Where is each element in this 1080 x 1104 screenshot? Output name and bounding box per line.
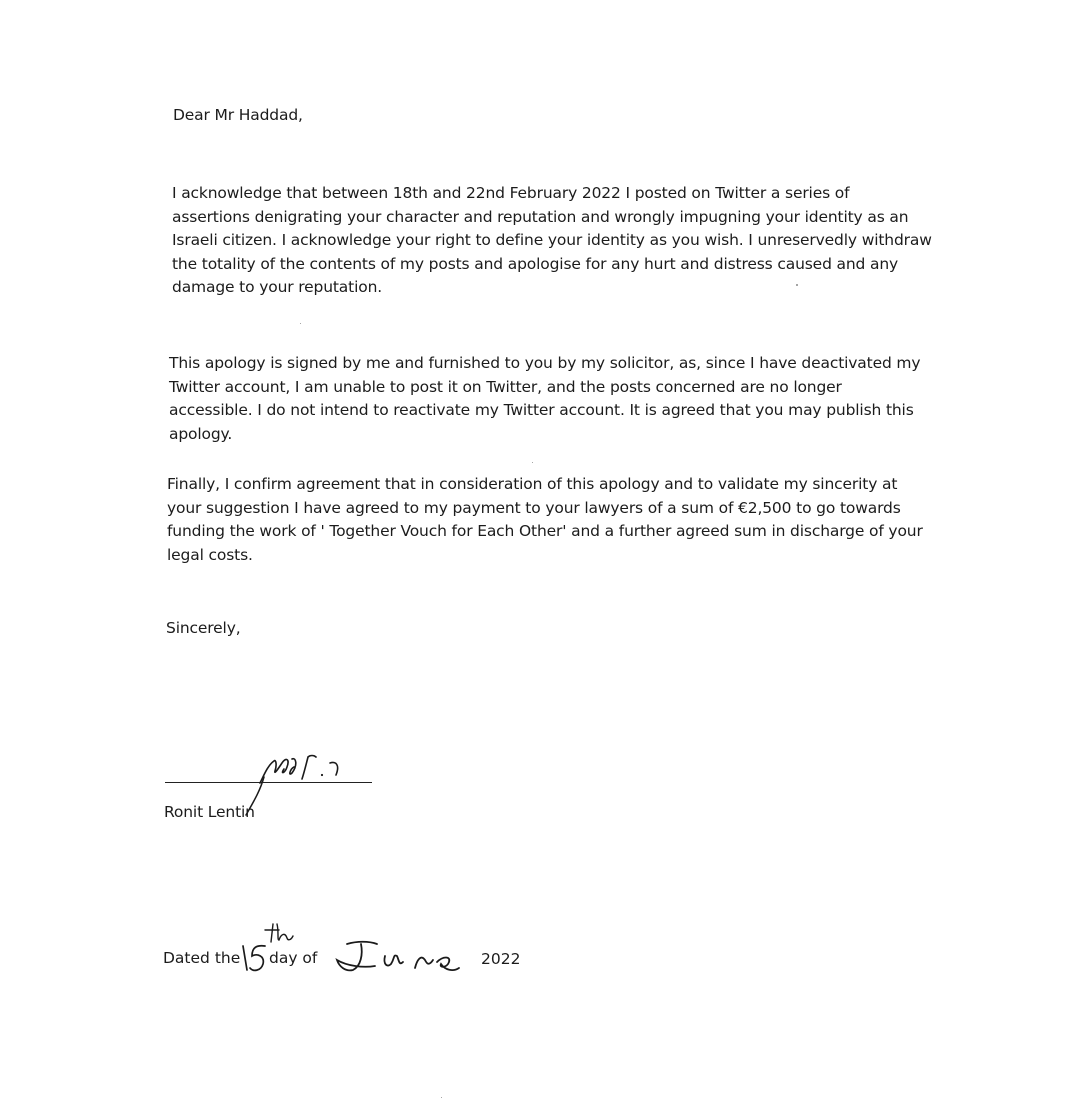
acknowledgement-paragraph: I acknowledge that between 18th and 22nd February 2022 I posted on Twitter a series of assertions denigrating your character and reputation and wrongly impugning your identity as an Israeli citizen. I acknowledge your right to define your identity as you wish. I unreservedly withdraw the totality of the contents of my posts and apologise for any hurt and distress caused and any damage to your reputation.	[172, 184, 932, 296]
signer-name: Ronit Lentin	[164, 803, 255, 821]
payment-agreement-paragraph: Finally, I confirm agreement that in consideration of this apology and to validate my sincerity at your suggestion I have agreed to my payment to your lawyers of a sum of €2,500 to go towards funding the work of ' Together Vouch for Each Other' and a further agreed sum in discharge of your legal costs.	[167, 475, 923, 564]
scan-speck	[796, 284, 798, 286]
scan-speck	[441, 1097, 442, 1098]
handwritten-month	[333, 938, 463, 978]
apology-delivery-paragraph: This apology is signed by me and furnished to you by my solicitor, as, since I have deactivated my Twitter account, I am unable to post it on Twitter, and the posts concerned are no longer accessible. I do not intend to reactivate my Twitter account. It is agreed that you may publish this apology.	[169, 354, 921, 443]
dated-year: 2022	[481, 950, 521, 968]
scan-speck	[532, 462, 533, 463]
closing: Sincerely,	[166, 619, 241, 637]
dated-prefix: Dated the	[163, 949, 241, 967]
scan-speck	[300, 323, 301, 324]
greeting: Dear Mr Haddad,	[173, 106, 303, 124]
dated-line	[163, 920, 563, 990]
dated-middle: day of	[269, 949, 318, 967]
